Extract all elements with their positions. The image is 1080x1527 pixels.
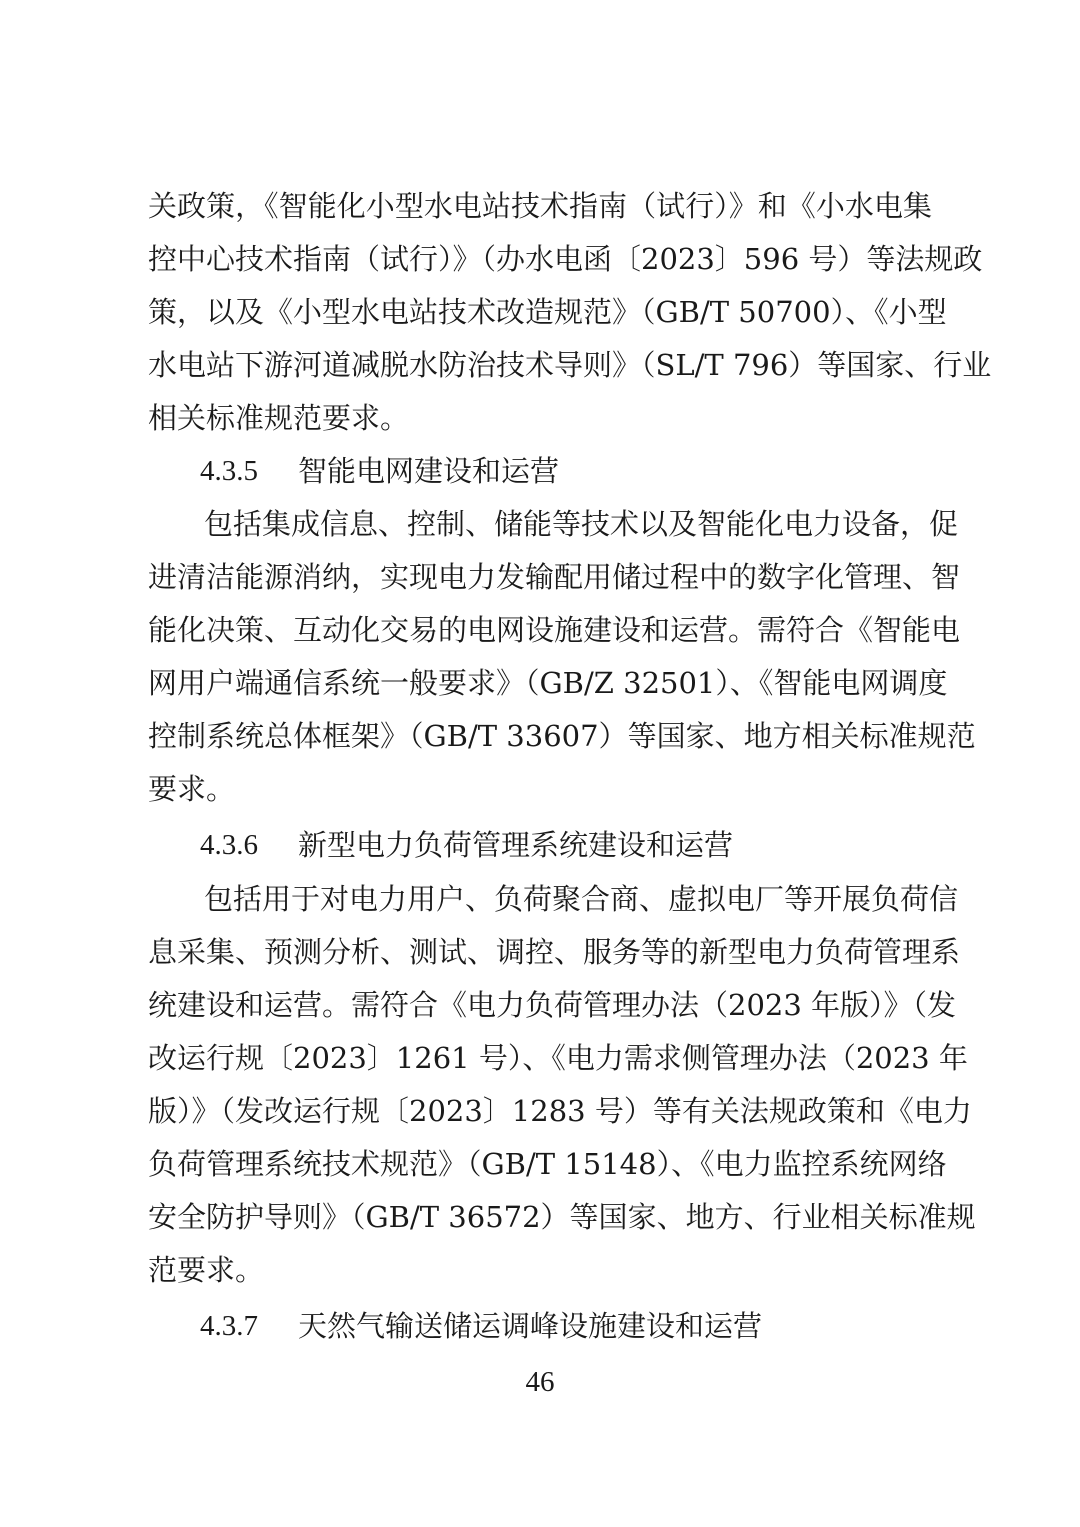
section-title: 智能电网建设和运营 bbox=[298, 454, 560, 488]
text-line: 控制系统总体框架》（GB/T 33607）等国家、地方相关标准规范 bbox=[148, 719, 976, 753]
text-line: 进清洁能源消纳，实现电力发输配用储过程中的数字化管理、智 bbox=[148, 560, 961, 594]
section-number: 4.3.6 bbox=[200, 829, 258, 861]
text-line: 包括集成信息、控制、储能等技术以及智能化电力设备，促 bbox=[204, 507, 959, 541]
text-line: 能化决策、互动化交易的电网设施建设和运营。需符合《智能电 bbox=[148, 613, 961, 647]
text-line: 安全防护导则》（GB/T 36572）等国家、地方、行业相关标准规 bbox=[148, 1200, 976, 1234]
text-line: 策，以及《小型水电站技术改造规范》（GB/T 50700）、《小型 bbox=[148, 295, 947, 329]
page-number: 46 bbox=[525, 1366, 555, 1398]
section-number: 4.3.5 bbox=[200, 455, 258, 487]
section-heading-4-3-6 bbox=[0, 825, 1080, 865]
text-line: 水电站下游河道减脱水防治技术导则》（SL/T 796）等国家、行业 bbox=[148, 348, 992, 382]
text-line: 控中心技术指南（试行）》（办水电函〔2023〕596 号）等法规政 bbox=[148, 242, 983, 276]
section-title: 天然气输送储运调峰设施建设和运营 bbox=[298, 1309, 763, 1343]
text-line: 网用户端通信系统一般要求》（GB/Z 32501）、《智能电网调度 bbox=[148, 666, 948, 700]
section-number: 4.3.7 bbox=[200, 1310, 258, 1342]
section-heading-4-3-5 bbox=[0, 451, 1080, 491]
section-title: 新型电力负荷管理系统建设和运营 bbox=[298, 828, 734, 862]
section-heading-4-3-7 bbox=[0, 1306, 1080, 1346]
text-line: 范要求。 bbox=[148, 1253, 265, 1287]
text-line: 要求。 bbox=[148, 772, 236, 806]
text-line: 关政策，《智能化小型水电站技术指南（试行）》和《小水电集 bbox=[148, 189, 932, 223]
text-line: 负荷管理系统技术规范》（GB/T 15148）、《电力监控系统网络 bbox=[148, 1147, 947, 1181]
text-line: 统建设和运营。需符合《电力负荷管理办法（2023 年版）》（发 bbox=[148, 988, 957, 1022]
text-line: 息采集、预测分析、测试、调控、服务等的新型电力负荷管理系 bbox=[148, 935, 961, 969]
text-line: 改运行规〔2023〕1261 号）、《电力需求侧管理办法（2023 年 bbox=[148, 1041, 968, 1075]
text-line: 版）》（发改运行规〔2023〕1283 号）等有关法规政策和《电力 bbox=[148, 1094, 972, 1128]
text-line: 相关标准规范要求。 bbox=[148, 401, 410, 435]
text-line: 包括用于对电力用户、负荷聚合商、虚拟电厂等开展负荷信 bbox=[204, 882, 959, 916]
